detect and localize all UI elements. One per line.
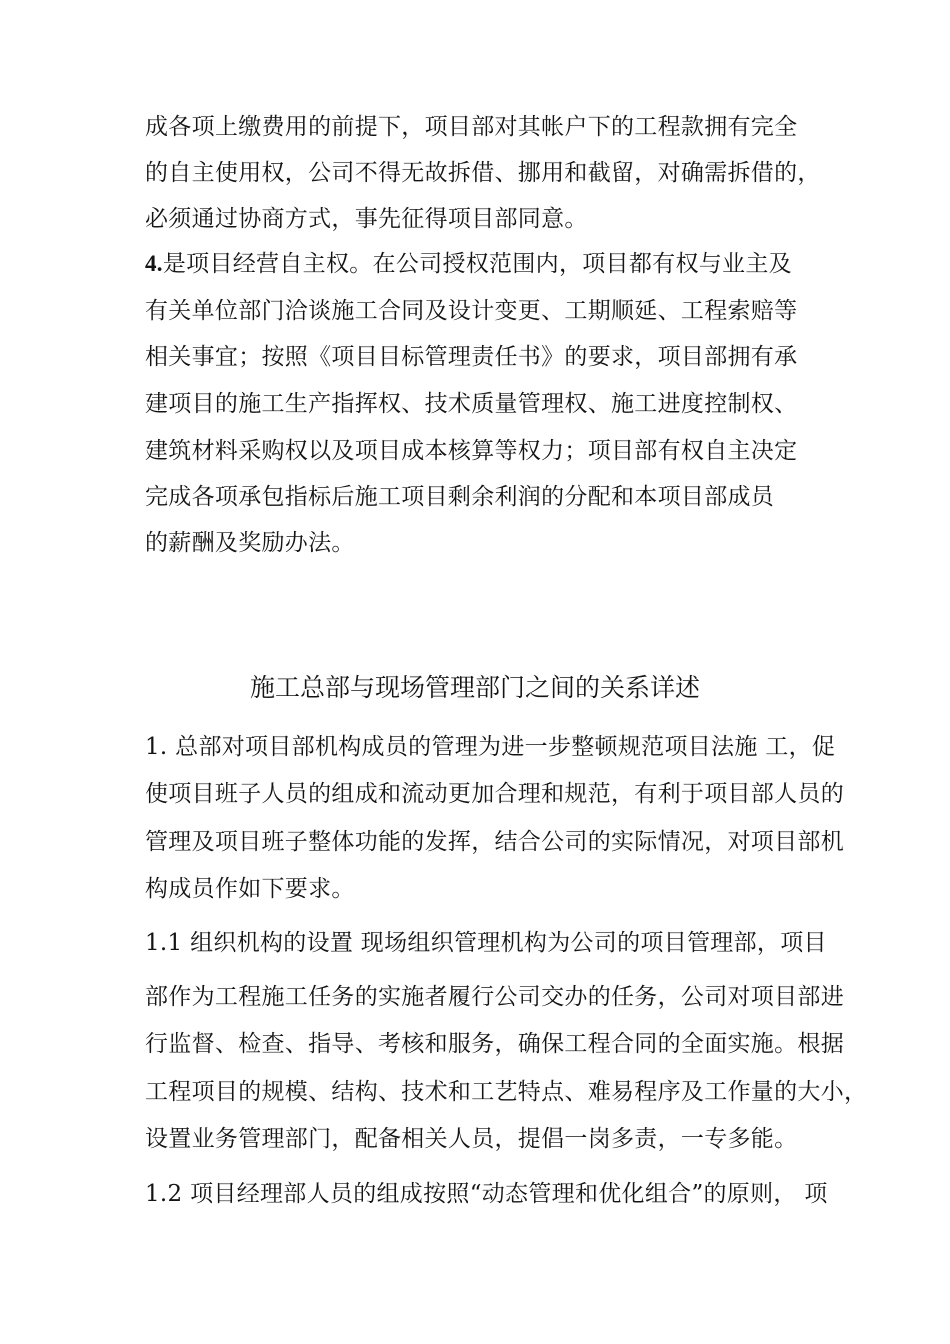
text-line: 建筑材料采购权以及项目成本核算等权力；项目部有权自主决定 [145, 438, 798, 464]
text-line: 工程项目的规模、结构、技术和工艺特点、难易程序及工作量的大小， [145, 1079, 868, 1105]
text-line: 建项目的施工生产指挥权、技术质量管理权、施工进度控制权、 [145, 391, 798, 417]
text-line: 必须通过协商方式，事先征得项目部同意。 [145, 206, 588, 232]
text-line: 构成员作如下要求。 [145, 876, 355, 902]
text-line: 的薪酬及奖励办法。 [145, 530, 355, 556]
text-line: 管理及项目班子整体功能的发挥，结合公司的实际情况，对项目部机 [145, 829, 844, 855]
text-line: 行监督、检查、指导、考核和服务，确保工程合同的全面实施。根据 [145, 1031, 844, 1057]
text-line: 1.1 组织机构的设置 现场组织管理机构为公司的项目管理部，项目 [145, 930, 827, 956]
text-line: 设置业务管理部门，配备相关人员，提倡一岗多责，一专多能。 [145, 1126, 798, 1152]
text-line: 成各项上缴费用的前提下，项目部对其帐户下的工程款拥有完全 [145, 114, 798, 140]
text-line [145, 249, 792, 279]
text-line: 使项目班子人员的组成和流动更加合理和规范，有利于项目部人员的 [145, 781, 844, 807]
text-line: 完成各项承包指标后施工项目剩余利润的分配和本项目部成员 [145, 484, 775, 510]
text-line: 1. 总部对项目部机构成员的管理为进一步整顿规范项目法施 工，促 [145, 734, 836, 760]
section-heading: 施工总部与现场管理部门之间的关系详述 [249, 673, 700, 702]
text-line: 有关单位部门洽谈施工合同及设计变更、工期顺延、工程索赔等 [145, 298, 798, 324]
text-line: 的自主使用权，公司不得无故拆借、挪用和截留，对确需拆借的， [145, 160, 821, 186]
text-line: 1.2 项目经理部人员的组成按照“动态管理和优化组合”的原则， 项 [145, 1181, 828, 1207]
text-line: 相关事宜；按照《项目目标管理责任书》的要求，项目部拥有承 [145, 344, 798, 370]
item-number: 4. [145, 251, 163, 276]
item-text: 是项目经营自主权。在公司授权范围内，项目都有权与业主及 [162, 251, 792, 277]
text-line: 部作为工程施工任务的实施者履行公司交办的任务，公司对项目部进 [145, 984, 844, 1010]
